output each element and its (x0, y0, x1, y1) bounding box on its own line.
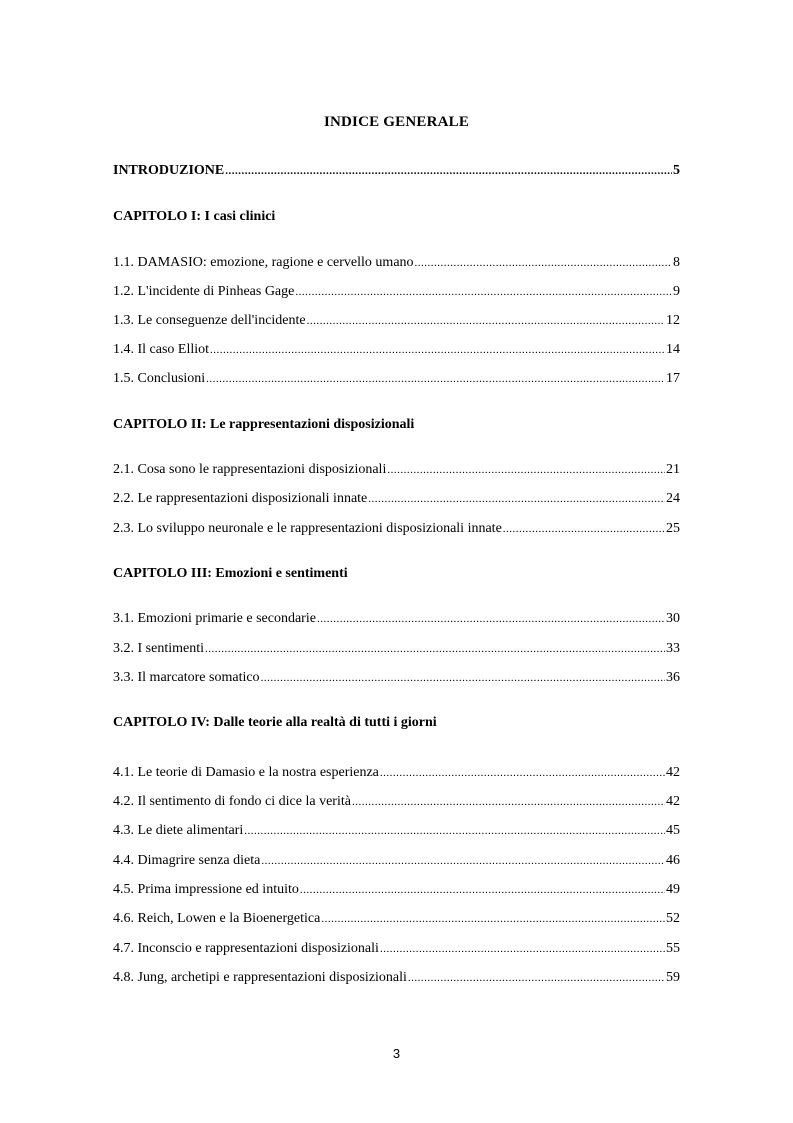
page-number: 3 (392, 1046, 401, 1061)
toc-entry[interactable] (113, 640, 680, 658)
toc-entry-page: 17 (666, 371, 680, 386)
toc-entry-label: 4.8. Jung, archetipi e rappresentazioni disposizionali (113, 970, 407, 985)
toc-entry-page: 25 (666, 521, 680, 536)
dot-leader (387, 461, 665, 479)
toc-entry-label: 4.1. Le teorie di Damasio e la nostra esperienza (113, 765, 379, 780)
toc-entry-page: 21 (666, 462, 680, 477)
toc-entry-page: 9 (673, 284, 680, 299)
toc-entry-label: 1.2. L'incidente di Pinheas Gage (113, 284, 295, 299)
dot-leader (225, 162, 672, 180)
toc-entry-page: 46 (666, 853, 680, 868)
toc-entry[interactable] (113, 254, 680, 272)
toc-entry-page: 12 (666, 313, 680, 328)
dot-leader (368, 490, 665, 508)
toc-entry[interactable] (113, 312, 680, 330)
toc-entry-page: 42 (666, 765, 680, 780)
toc-entry-page: 14 (666, 342, 680, 357)
dot-leader (408, 969, 665, 987)
dot-leader (244, 822, 665, 840)
toc-entry[interactable] (113, 852, 680, 870)
toc-entry[interactable] (113, 669, 680, 687)
toc-entry[interactable] (113, 490, 680, 508)
toc-entry-page: 42 (666, 794, 680, 809)
toc-entry-label: 2.1. Cosa sono le rappresentazioni disposizionali (113, 462, 387, 477)
dot-leader (380, 940, 665, 958)
dot-leader (261, 669, 665, 687)
toc-entry-label: 1.1. DAMASIO: emozione, ragione e cervello umano (113, 255, 414, 270)
toc-entry-label: 3.1. Emozioni primarie e secondarie (113, 611, 316, 626)
toc-entry-label: 3.2. I sentimenti (113, 641, 204, 656)
toc-entry-page: 33 (666, 641, 680, 656)
toc-entry-introduction[interactable] (113, 162, 680, 180)
toc-entry-label: INTRODUZIONE (113, 163, 225, 178)
toc-entry-label: 4.6. Reich, Lowen e la Bioenergetica (113, 911, 321, 926)
toc-entry-label: 1.4. Il caso Elliot (113, 342, 210, 357)
toc-entry-page: 45 (666, 823, 680, 838)
dot-leader (261, 852, 665, 870)
toc-entry-label: 2.3. Lo sviluppo neuronale e le rappresentazioni disposizionali innate (113, 521, 502, 536)
dot-leader (380, 764, 665, 782)
toc-entry[interactable] (113, 764, 680, 782)
toc-entry[interactable] (113, 940, 680, 958)
toc-entry-label: 1.5. Conclusioni (113, 371, 206, 386)
toc-entry-label: 4.4. Dimagrire senza dieta (113, 853, 261, 868)
toc-entry-page: 24 (666, 491, 680, 506)
toc-entry-label: 4.7. Inconscio e rappresentazioni disposizionali (113, 941, 379, 956)
toc-entry-page: 59 (666, 970, 680, 985)
toc-entry[interactable] (113, 969, 680, 987)
page-title: INDICE GENERALE (323, 114, 470, 130)
toc-entry-page: 49 (666, 882, 680, 897)
toc-entry[interactable] (113, 610, 680, 628)
chapter-heading: CAPITOLO I: I casi clinici (113, 209, 276, 224)
toc-entry[interactable] (113, 881, 680, 899)
chapter-heading: CAPITOLO II: Le rappresentazioni disposizionali (113, 417, 415, 432)
toc-entry-label: 4.5. Prima impressione ed intuito (113, 882, 299, 897)
toc-entry[interactable] (113, 822, 680, 840)
toc-entry-label: 4.2. Il sentimento di fondo ci dice la verità (113, 794, 351, 809)
dot-leader (295, 283, 672, 301)
toc-entry-page: 5 (673, 163, 680, 178)
dot-leader (210, 341, 665, 359)
toc-entry-label: 1.3. Le conseguenze dell'incidente (113, 313, 306, 328)
toc-entry[interactable] (113, 910, 680, 928)
dot-leader (352, 793, 665, 811)
dot-leader (205, 640, 665, 658)
chapter-heading: CAPITOLO III: Emozioni e sentimenti (113, 566, 348, 581)
toc-entry[interactable] (113, 283, 680, 301)
toc-entry[interactable] (113, 520, 680, 538)
dot-leader (321, 910, 665, 928)
toc-entry-label: 4.3. Le diete alimentari (113, 823, 244, 838)
toc-entry-page: 55 (666, 941, 680, 956)
toc-entry[interactable] (113, 793, 680, 811)
toc-entry-page: 8 (673, 255, 680, 270)
toc-entry-page: 30 (666, 611, 680, 626)
dot-leader (300, 881, 665, 899)
toc-entry[interactable] (113, 370, 680, 388)
toc-entry[interactable] (113, 341, 680, 359)
toc-entry-label: 3.3. Il marcatore somatico (113, 670, 260, 685)
dot-leader (415, 254, 672, 272)
toc-entry-page: 52 (666, 911, 680, 926)
chapter-heading: CAPITOLO IV: Dalle teorie alla realtà di tutti i giorni (113, 715, 437, 730)
dot-leader (317, 610, 665, 628)
dot-leader (206, 370, 665, 388)
toc-entry-label: 2.2. Le rappresentazioni disposizionali innate (113, 491, 368, 506)
dot-leader (503, 520, 665, 538)
dot-leader (307, 312, 665, 330)
toc-entry[interactable] (113, 461, 680, 479)
toc-entry-page: 36 (666, 670, 680, 685)
